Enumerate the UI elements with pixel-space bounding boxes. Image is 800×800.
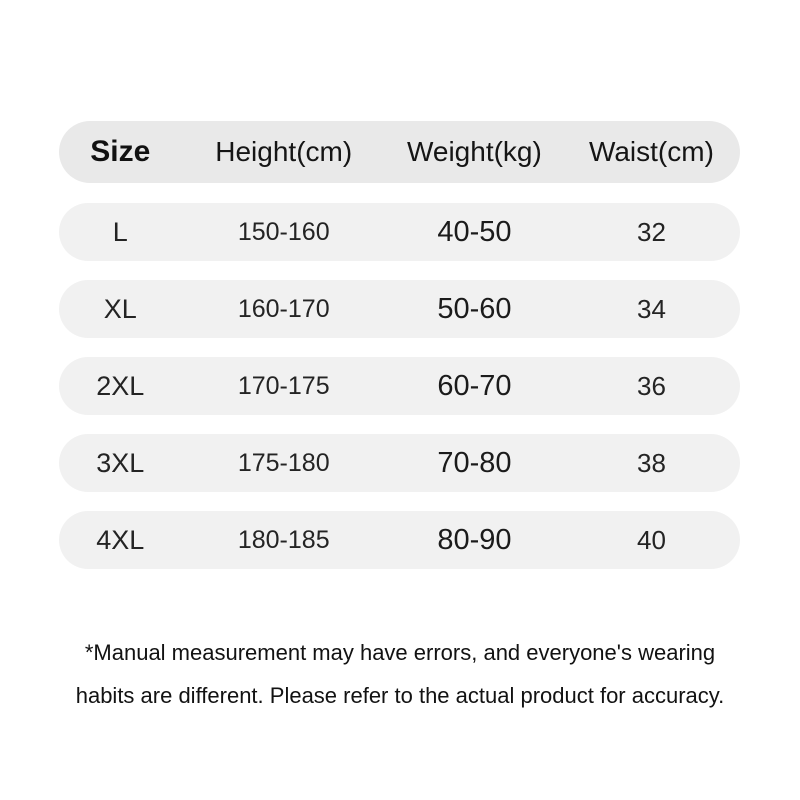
table-cell: 70-80 [437, 446, 512, 479]
table-cell: L [112, 216, 128, 247]
table-cell: 80-90 [437, 523, 512, 556]
disclaimer-line-2: habits are different. Please refer to the actual product for accuracy. [75, 683, 725, 708]
table-cell: 3XL [96, 447, 145, 478]
table-row [59, 280, 740, 338]
table-cell: 40 [636, 524, 666, 555]
table-cell: 50-60 [437, 292, 512, 325]
column-header-size: Size [90, 135, 151, 168]
table-cell: 32 [636, 216, 666, 247]
measurement-disclaimer [0, 631, 800, 717]
table-row [59, 511, 740, 569]
table-header-row [59, 121, 740, 183]
table-row [59, 203, 740, 261]
table-cell: 180-185 [237, 525, 330, 554]
table-cell: 34 [636, 293, 666, 324]
disclaimer-line-1: *Manual measurement may have errors, and everyone's wearing [84, 640, 716, 665]
size-table-body [59, 203, 740, 569]
column-header-weight: Weight(kg) [406, 136, 542, 167]
table-row [59, 434, 740, 492]
table-cell: 150-160 [237, 217, 330, 246]
table-cell: 40-50 [437, 215, 512, 248]
table-row [59, 357, 740, 415]
column-header-waist: Waist(cm) [588, 136, 714, 167]
size-chart-table [59, 121, 740, 588]
table-cell: 175-180 [237, 448, 330, 477]
table-cell: 38 [636, 447, 666, 478]
table-cell: 4XL [96, 524, 145, 555]
table-cell: 36 [636, 370, 666, 401]
table-cell: 60-70 [437, 369, 512, 402]
table-cell: 160-170 [237, 294, 330, 323]
table-cell: XL [103, 293, 137, 324]
table-cell: 170-175 [237, 371, 330, 400]
column-header-height: Height(cm) [215, 136, 353, 167]
table-cell: 2XL [96, 370, 145, 401]
